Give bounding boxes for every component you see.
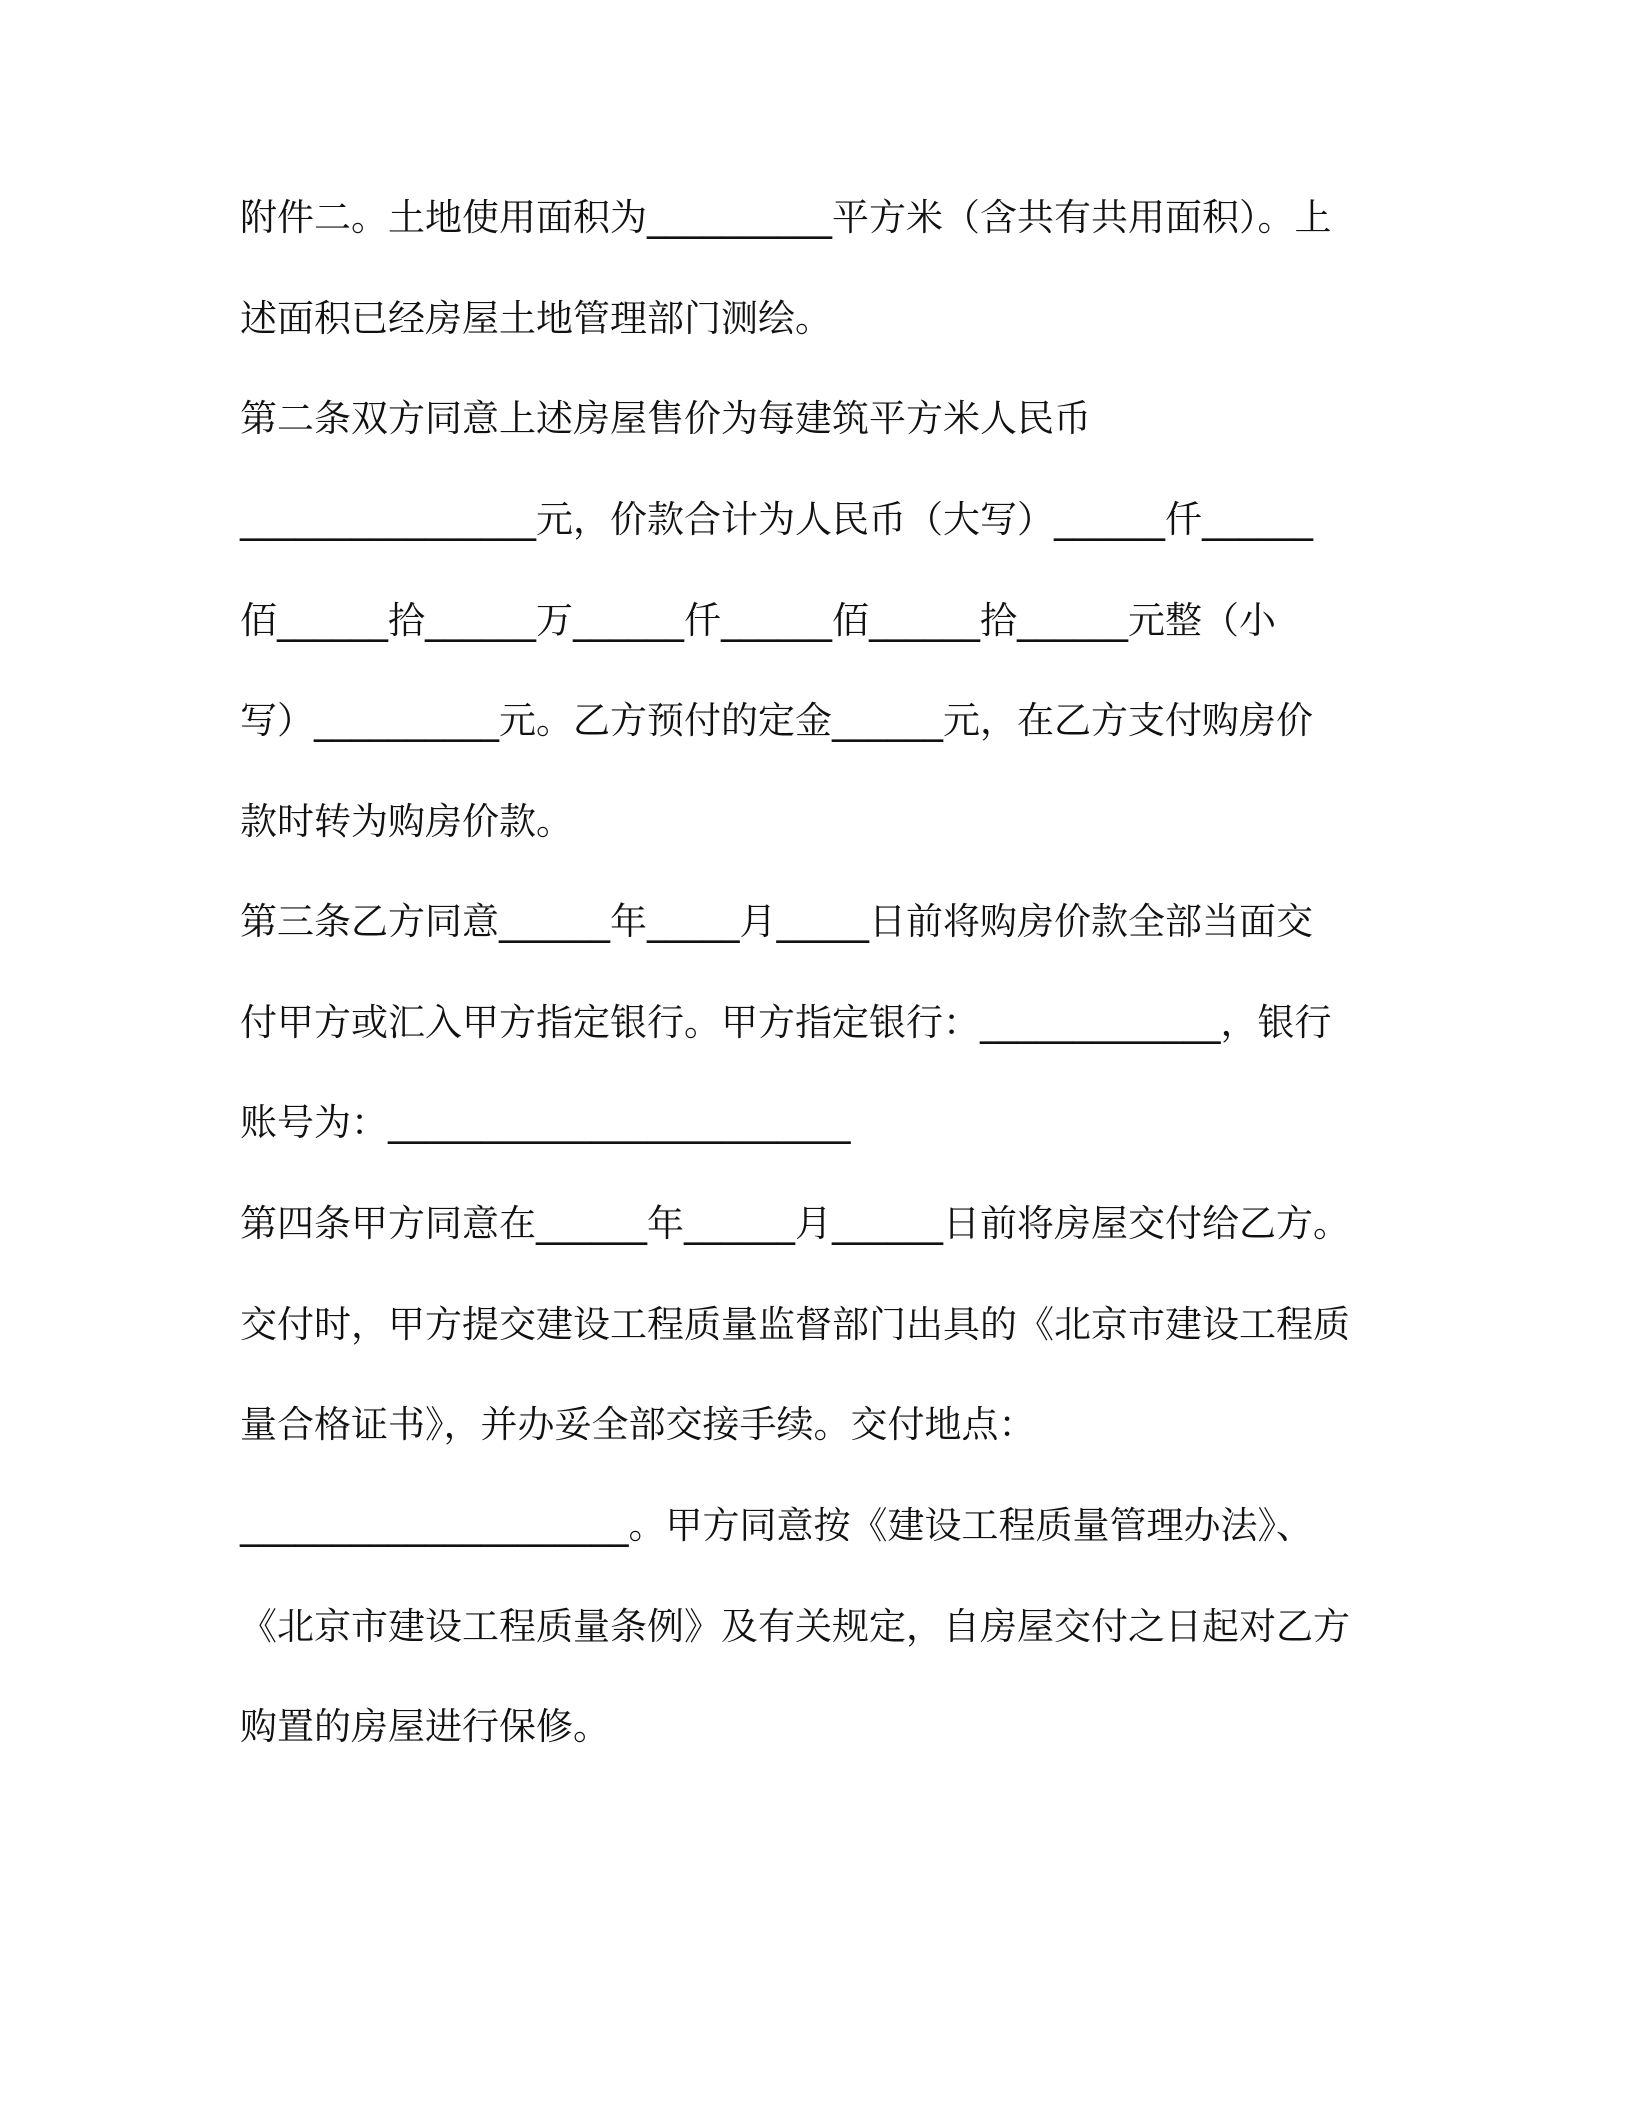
text-line: 第三条乙方同意______年_____月_____日前将购房价款全部当面交: [240, 900, 1313, 943]
text-line: 付甲方或汇入甲方指定银行。甲方指定银行：_____________，银行: [240, 1001, 1332, 1044]
text-line: 《北京市建设工程质量条例》及有关规定，自房屋交付之日起对乙方: [240, 1605, 1350, 1648]
text-line: 第四条甲方同意在______年______月______日前将房屋交付给乙方。: [240, 1202, 1350, 1245]
text-line: 交付时，甲方提交建设工程质量监督部门出具的《北京市建设工程质: [240, 1303, 1350, 1346]
text-line: 款时转为购房价款。: [240, 800, 573, 843]
text-line: 写）__________元。乙方预付的定金______元，在乙方支付购房价: [240, 699, 1313, 742]
text-line: 述面积已经房屋土地管理部门测绘。: [240, 297, 832, 340]
text-line: ________________元，价款合计为人民币（大写）______仟______: [240, 498, 1313, 541]
text-line: 附件二。土地使用面积为__________平方米（含共有共用面积）。上: [240, 196, 1332, 239]
text-line: 账号为：_________________________: [240, 1101, 851, 1144]
text-line: 购置的房屋进行保修。: [240, 1705, 610, 1748]
text-line: 量合格证书》，并办妥全部交接手续。交付地点：: [240, 1403, 1036, 1446]
text-line: 第二条双方同意上述房屋售价为每建筑平方米人民币: [240, 397, 1091, 440]
text-line: 佰______拾______万______仟______佰______拾______元整（小: [240, 599, 1276, 642]
text-line: _____________________。甲方同意按《建设工程质量管理办法》、: [240, 1504, 1313, 1547]
